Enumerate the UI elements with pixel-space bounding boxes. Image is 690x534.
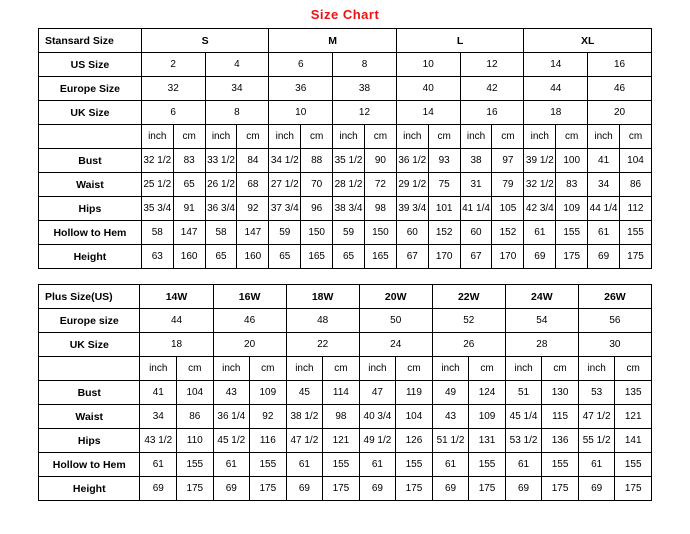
row-value: 104 (177, 381, 214, 405)
table-row (39, 333, 652, 357)
row-value: 10 (396, 53, 460, 77)
row-value: 136 (542, 429, 579, 453)
unit-cell: inch (269, 125, 301, 149)
row-value: 124 (469, 381, 506, 405)
row-value: 88 (301, 149, 333, 173)
table-row (39, 149, 652, 173)
row-value: 8 (205, 101, 269, 125)
row-value: 121 (323, 429, 360, 453)
row-label: UK Size (39, 101, 142, 125)
table-row (39, 245, 652, 269)
row-value: 70 (301, 173, 333, 197)
row-value: 34 (140, 405, 177, 429)
row-value: 112 (620, 197, 652, 221)
row-value: 165 (301, 245, 333, 269)
row-value: 155 (396, 453, 433, 477)
row-value: 39 3/4 (396, 197, 428, 221)
row-value: 48 (286, 309, 359, 333)
table-row (39, 53, 652, 77)
row-value: 121 (615, 405, 652, 429)
table-header-row (39, 29, 652, 53)
unit-cell: cm (396, 357, 433, 381)
unit-cell: cm (469, 357, 506, 381)
row-value: 155 (469, 453, 506, 477)
table-row (39, 453, 652, 477)
row-value: 60 (460, 221, 492, 245)
row-value: 60 (396, 221, 428, 245)
standard-size-body (39, 29, 652, 269)
unit-cell: cm (323, 357, 360, 381)
row-value: 6 (141, 101, 205, 125)
size-header-label: Plus Size(US) (39, 285, 140, 309)
row-value: 63 (141, 245, 173, 269)
row-value: 38 3/4 (333, 197, 365, 221)
row-value: 155 (323, 453, 360, 477)
group-header: 26W (578, 285, 651, 309)
row-value: 97 (492, 149, 524, 173)
unit-row-label (39, 357, 140, 381)
row-label: Europe size (39, 309, 140, 333)
row-value: 84 (237, 149, 269, 173)
row-value: 36 (269, 77, 333, 101)
row-value: 165 (364, 245, 396, 269)
row-value: 28 1/2 (333, 173, 365, 197)
row-label: Height (39, 477, 140, 501)
row-value: 150 (301, 221, 333, 245)
row-value: 43 1/2 (140, 429, 177, 453)
row-value: 42 3/4 (524, 197, 556, 221)
row-value: 175 (620, 245, 652, 269)
row-value: 104 (620, 149, 652, 173)
plus-size-body (39, 285, 652, 501)
row-value: 61 (505, 453, 542, 477)
table-row (39, 477, 652, 501)
standard-size-table (38, 28, 652, 269)
row-value: 141 (615, 429, 652, 453)
row-value: 69 (359, 477, 396, 501)
row-value: 101 (428, 197, 460, 221)
unit-cell: cm (173, 125, 205, 149)
row-value: 98 (364, 197, 396, 221)
row-value: 33 1/2 (205, 149, 237, 173)
row-value: 61 (359, 453, 396, 477)
unit-cell: cm (428, 125, 460, 149)
row-value: 35 1/2 (333, 149, 365, 173)
row-value: 61 (213, 453, 250, 477)
row-value: 26 (432, 333, 505, 357)
row-value: 51 1/2 (432, 429, 469, 453)
unit-cell: cm (250, 357, 287, 381)
group-header: 18W (286, 285, 359, 309)
row-value: 14 (396, 101, 460, 125)
row-value: 147 (237, 221, 269, 245)
unit-cell: inch (396, 125, 428, 149)
unit-row-label (39, 125, 142, 149)
row-value: 32 (141, 77, 205, 101)
standard-size-table-wrap (0, 28, 690, 269)
row-label: Hollow to Hem (39, 453, 140, 477)
unit-cell: cm (177, 357, 214, 381)
row-value: 100 (556, 149, 588, 173)
table-row (39, 309, 652, 333)
row-value: 114 (323, 381, 360, 405)
row-value: 58 (205, 221, 237, 245)
row-value: 175 (615, 477, 652, 501)
row-value: 147 (173, 221, 205, 245)
unit-cell: cm (620, 125, 652, 149)
row-value: 38 (333, 77, 397, 101)
row-value: 43 (213, 381, 250, 405)
row-value: 40 3/4 (359, 405, 396, 429)
row-value: 150 (364, 221, 396, 245)
row-value: 69 (432, 477, 469, 501)
row-value: 41 (140, 381, 177, 405)
row-value: 69 (524, 245, 556, 269)
row-label: Hips (39, 429, 140, 453)
row-label: Hips (39, 197, 142, 221)
row-value: 30 (578, 333, 651, 357)
row-value: 170 (492, 245, 524, 269)
row-value: 2 (141, 53, 205, 77)
row-value: 109 (250, 381, 287, 405)
row-value: 12 (333, 101, 397, 125)
unit-cell: inch (505, 357, 542, 381)
row-value: 175 (556, 245, 588, 269)
unit-cell: inch (460, 125, 492, 149)
unit-cell: cm (492, 125, 524, 149)
unit-cell: inch (205, 125, 237, 149)
row-value: 41 1/4 (460, 197, 492, 221)
row-value: 16 (588, 53, 652, 77)
row-label: US Size (39, 53, 142, 77)
row-value: 109 (469, 405, 506, 429)
row-label: Bust (39, 381, 140, 405)
table-row (39, 381, 652, 405)
size-header-label: Stansard Size (39, 29, 142, 53)
row-value: 53 1/2 (505, 429, 542, 453)
row-value: 24 (359, 333, 432, 357)
row-value: 65 (333, 245, 365, 269)
row-label: Bust (39, 149, 142, 173)
row-value: 58 (141, 221, 173, 245)
row-label: UK Size (39, 333, 140, 357)
row-value: 27 1/2 (269, 173, 301, 197)
row-value: 20 (588, 101, 652, 125)
row-value: 175 (250, 477, 287, 501)
unit-cell: cm (556, 125, 588, 149)
row-value: 47 (359, 381, 396, 405)
unit-cell: cm (237, 125, 269, 149)
row-value: 26 1/2 (205, 173, 237, 197)
row-value: 175 (469, 477, 506, 501)
table-row (39, 173, 652, 197)
row-value: 47 1/2 (286, 429, 323, 453)
unit-cell: cm (615, 357, 652, 381)
table-header-row (39, 285, 652, 309)
row-value: 131 (469, 429, 506, 453)
row-value: 92 (250, 405, 287, 429)
row-label: Height (39, 245, 142, 269)
row-value: 175 (396, 477, 433, 501)
row-value: 96 (301, 197, 333, 221)
row-value: 69 (578, 477, 615, 501)
group-header: 24W (505, 285, 578, 309)
row-value: 98 (323, 405, 360, 429)
row-value: 109 (556, 197, 588, 221)
row-value: 47 1/2 (578, 405, 615, 429)
unit-row (39, 125, 652, 149)
row-value: 170 (428, 245, 460, 269)
group-header: L (396, 29, 524, 53)
unit-cell: cm (364, 125, 396, 149)
row-value: 75 (428, 173, 460, 197)
row-value: 52 (432, 309, 505, 333)
row-value: 4 (205, 53, 269, 77)
row-value: 44 (140, 309, 213, 333)
row-value: 22 (286, 333, 359, 357)
row-value: 35 3/4 (141, 197, 173, 221)
unit-cell: inch (286, 357, 323, 381)
row-value: 155 (177, 453, 214, 477)
row-value: 72 (364, 173, 396, 197)
row-value: 68 (237, 173, 269, 197)
unit-cell: inch (588, 125, 620, 149)
row-value: 61 (432, 453, 469, 477)
row-label: Europe Size (39, 77, 142, 101)
row-value: 39 1/2 (524, 149, 556, 173)
row-value: 36 1/2 (396, 149, 428, 173)
group-header: 14W (140, 285, 213, 309)
row-value: 69 (286, 477, 323, 501)
row-value: 105 (492, 197, 524, 221)
row-value: 8 (333, 53, 397, 77)
row-value: 18 (524, 101, 588, 125)
table-row (39, 221, 652, 245)
row-value: 65 (269, 245, 301, 269)
plus-size-table (38, 284, 652, 501)
page-title: Size Chart (310, 7, 380, 22)
group-header: M (269, 29, 397, 53)
row-value: 34 1/2 (269, 149, 301, 173)
row-value: 32 1/2 (524, 173, 556, 197)
unit-cell: cm (301, 125, 333, 149)
table-gap (0, 269, 690, 284)
group-header: 16W (213, 285, 286, 309)
row-value: 155 (542, 453, 579, 477)
row-value: 45 1/2 (213, 429, 250, 453)
unit-cell: inch (578, 357, 615, 381)
row-value: 61 (140, 453, 177, 477)
table-row (39, 101, 652, 125)
row-label: Waist (39, 405, 140, 429)
row-value: 54 (505, 309, 578, 333)
row-value: 41 (588, 149, 620, 173)
row-value: 16 (460, 101, 524, 125)
table-row (39, 77, 652, 101)
row-value: 59 (333, 221, 365, 245)
row-value: 110 (177, 429, 214, 453)
unit-cell: inch (432, 357, 469, 381)
row-value: 119 (396, 381, 433, 405)
row-value: 175 (542, 477, 579, 501)
row-value: 152 (492, 221, 524, 245)
plus-size-table-wrap (0, 284, 690, 501)
size-chart-page (0, 7, 690, 534)
row-value: 42 (460, 77, 524, 101)
row-value: 38 1/2 (286, 405, 323, 429)
row-value: 83 (173, 149, 205, 173)
row-value: 31 (460, 173, 492, 197)
row-value: 53 (578, 381, 615, 405)
row-value: 175 (323, 477, 360, 501)
row-value: 86 (177, 405, 214, 429)
unit-cell: inch (524, 125, 556, 149)
row-value: 155 (250, 453, 287, 477)
group-header: XL (524, 29, 652, 53)
row-value: 130 (542, 381, 579, 405)
row-value: 126 (396, 429, 433, 453)
row-value: 38 (460, 149, 492, 173)
row-value: 43 (432, 405, 469, 429)
row-value: 46 (213, 309, 286, 333)
row-value: 91 (173, 197, 205, 221)
row-value: 104 (396, 405, 433, 429)
unit-cell: inch (140, 357, 177, 381)
row-value: 155 (620, 221, 652, 245)
row-value: 59 (269, 221, 301, 245)
table-row (39, 405, 652, 429)
row-value: 115 (542, 405, 579, 429)
row-value: 160 (237, 245, 269, 269)
row-value: 155 (615, 453, 652, 477)
row-value: 44 (524, 77, 588, 101)
row-value: 37 3/4 (269, 197, 301, 221)
row-value: 79 (492, 173, 524, 197)
group-header: 22W (432, 285, 505, 309)
row-value: 10 (269, 101, 333, 125)
row-value: 12 (460, 53, 524, 77)
row-value: 20 (213, 333, 286, 357)
row-value: 67 (460, 245, 492, 269)
row-value: 34 (205, 77, 269, 101)
row-value: 69 (213, 477, 250, 501)
row-value: 44 1/4 (588, 197, 620, 221)
row-value: 92 (237, 197, 269, 221)
row-value: 69 (140, 477, 177, 501)
row-value: 49 1/2 (359, 429, 396, 453)
unit-cell: inch (213, 357, 250, 381)
unit-row (39, 357, 652, 381)
row-value: 40 (396, 77, 460, 101)
row-value: 46 (588, 77, 652, 101)
row-value: 69 (505, 477, 542, 501)
row-value: 50 (359, 309, 432, 333)
row-value: 152 (428, 221, 460, 245)
row-value: 61 (578, 453, 615, 477)
group-header: S (141, 29, 269, 53)
row-value: 155 (556, 221, 588, 245)
row-value: 67 (396, 245, 428, 269)
unit-cell: inch (141, 125, 173, 149)
row-value: 69 (588, 245, 620, 269)
row-value: 29 1/2 (396, 173, 428, 197)
row-value: 93 (428, 149, 460, 173)
row-value: 51 (505, 381, 542, 405)
row-value: 36 3/4 (205, 197, 237, 221)
row-value: 61 (286, 453, 323, 477)
row-value: 25 1/2 (141, 173, 173, 197)
row-value: 65 (205, 245, 237, 269)
row-value: 135 (615, 381, 652, 405)
row-value: 45 (286, 381, 323, 405)
row-value: 65 (173, 173, 205, 197)
row-value: 175 (177, 477, 214, 501)
row-value: 56 (578, 309, 651, 333)
row-value: 14 (524, 53, 588, 77)
row-value: 61 (588, 221, 620, 245)
row-value: 45 1/4 (505, 405, 542, 429)
row-value: 86 (620, 173, 652, 197)
row-value: 160 (173, 245, 205, 269)
row-value: 61 (524, 221, 556, 245)
table-row (39, 197, 652, 221)
row-value: 28 (505, 333, 578, 357)
unit-cell: cm (542, 357, 579, 381)
row-value: 83 (556, 173, 588, 197)
row-label: Waist (39, 173, 142, 197)
row-value: 32 1/2 (141, 149, 173, 173)
row-label: Hollow to Hem (39, 221, 142, 245)
unit-cell: inch (333, 125, 365, 149)
unit-cell: inch (359, 357, 396, 381)
row-value: 55 1/2 (578, 429, 615, 453)
row-value: 36 1/4 (213, 405, 250, 429)
row-value: 116 (250, 429, 287, 453)
group-header: 20W (359, 285, 432, 309)
row-value: 49 (432, 381, 469, 405)
row-value: 18 (140, 333, 213, 357)
table-row (39, 429, 652, 453)
row-value: 6 (269, 53, 333, 77)
row-value: 34 (588, 173, 620, 197)
row-value: 90 (364, 149, 396, 173)
